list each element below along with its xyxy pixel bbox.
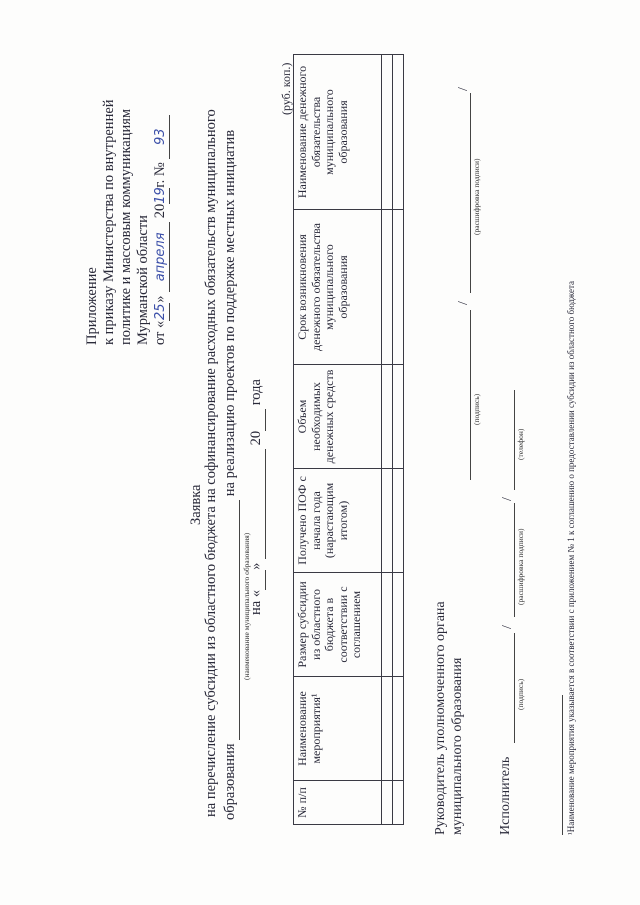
executor-phone-line[interactable]: [514, 390, 515, 490]
date-prefix: от «: [152, 320, 168, 345]
table-cell[interactable]: [382, 55, 393, 210]
table-cell[interactable]: [382, 573, 393, 677]
col-header-volume: Объем необходимых денежных средств: [294, 365, 382, 469]
date-year-prefix: 20: [152, 203, 168, 219]
head-label-line1: Руководитель уполномоченного органа: [433, 601, 448, 835]
col-header-event: Наименование мероприятия¹: [294, 677, 382, 781]
head-decode-caption: (расшифровка подписи): [472, 158, 481, 235]
head-sign-caption: (подпись): [472, 393, 481, 425]
mo-caption: (наименование муниципального образования): [242, 532, 251, 680]
col-header-obligation: Наименование денежного обязательства муниципального образования: [294, 55, 382, 210]
col-header-subsidy: Размер субсидии из областного бюджета в соответствии с соглашением: [294, 573, 382, 677]
date-day: 25: [153, 303, 168, 320]
footnote-divider: [562, 695, 563, 835]
table-cell[interactable]: [393, 55, 404, 210]
table-cell[interactable]: [382, 781, 393, 825]
table-cell[interactable]: [382, 469, 393, 573]
header-region-line: Мурманской области: [135, 215, 151, 345]
units-label: (руб. коп.): [279, 62, 293, 115]
date-mid: »: [152, 295, 168, 303]
date-no: г. №: [152, 162, 168, 188]
title-date-line: [248, 379, 266, 615]
table-cell[interactable]: [393, 210, 404, 365]
header-order-line: к приказу Министерства по внутренней: [101, 99, 117, 345]
col-header-number: № п/п: [294, 781, 382, 825]
date-year-suffix: 19: [153, 187, 168, 204]
table-cell[interactable]: [382, 677, 393, 781]
table-row: [393, 55, 404, 825]
table-cell[interactable]: [393, 781, 404, 825]
mo-name-blank: [222, 500, 240, 740]
head-slash-right: /: [456, 87, 471, 91]
request-date-mid: »: [248, 562, 264, 570]
executor-decode-line[interactable]: [514, 503, 515, 617]
executor-label: Исполнитель: [498, 756, 513, 835]
title-mo-label: образования: [222, 743, 238, 820]
executor-sign-caption: (подпись): [516, 678, 525, 710]
date-month: апреля: [152, 222, 170, 292]
table-cell[interactable]: [393, 365, 404, 469]
head-label: [432, 601, 466, 835]
header-appendix: Приложение: [84, 267, 100, 345]
request-year-prefix: 20: [248, 430, 264, 446]
table-cell[interactable]: [382, 210, 393, 365]
title-line1: на перечисление субсидии из областного бюджета на софинансирование расходных обязательств муниципального: [203, 109, 219, 817]
head-slash-left: /: [456, 301, 471, 305]
table-cell[interactable]: [382, 365, 393, 469]
col-header-received: Получено ПОФ с начала года (нарастающим итогом): [294, 469, 382, 573]
executor-decode-caption: (расшифровка подписи): [516, 528, 525, 605]
executor-signature-line[interactable]: [514, 633, 515, 743]
table-header-row: [294, 55, 382, 825]
table-row: [382, 55, 393, 825]
request-date-prefix: на «: [248, 589, 264, 615]
footnote: ¹Наименование мероприятия указывается в соответствии с приложением № 1 к соглашению о предоставлении субсидии из областного бюджета: [566, 280, 576, 835]
request-year-suffix: года: [248, 379, 264, 406]
title-line2-suffix: на реализацию проектов по поддержке местных инициатив: [222, 129, 238, 497]
request-month-blank: [248, 449, 266, 559]
phone-caption: (телефон): [516, 428, 525, 460]
header-date-line: [152, 115, 170, 345]
order-number: 93: [152, 115, 170, 159]
title-line2: [222, 130, 240, 820]
document-heading: Заявка: [188, 484, 204, 525]
head-label-line2: муниципального образования: [450, 657, 465, 835]
executor-slash-left: /: [500, 625, 515, 629]
header-ministry-line: политике и массовым коммуникациям: [118, 108, 134, 345]
head-signature-line[interactable]: [470, 310, 471, 480]
table-cell[interactable]: [393, 573, 404, 677]
col-header-term: Срок возникновения денежного обязательства муниципального образования: [294, 210, 382, 365]
table-cell[interactable]: [393, 677, 404, 781]
table-cell[interactable]: [393, 469, 404, 573]
request-table: [293, 54, 404, 825]
head-decode-line[interactable]: [470, 93, 471, 293]
request-year-blank: [248, 409, 266, 431]
request-day-blank: [248, 570, 266, 590]
executor-slash-right: /: [500, 497, 515, 501]
